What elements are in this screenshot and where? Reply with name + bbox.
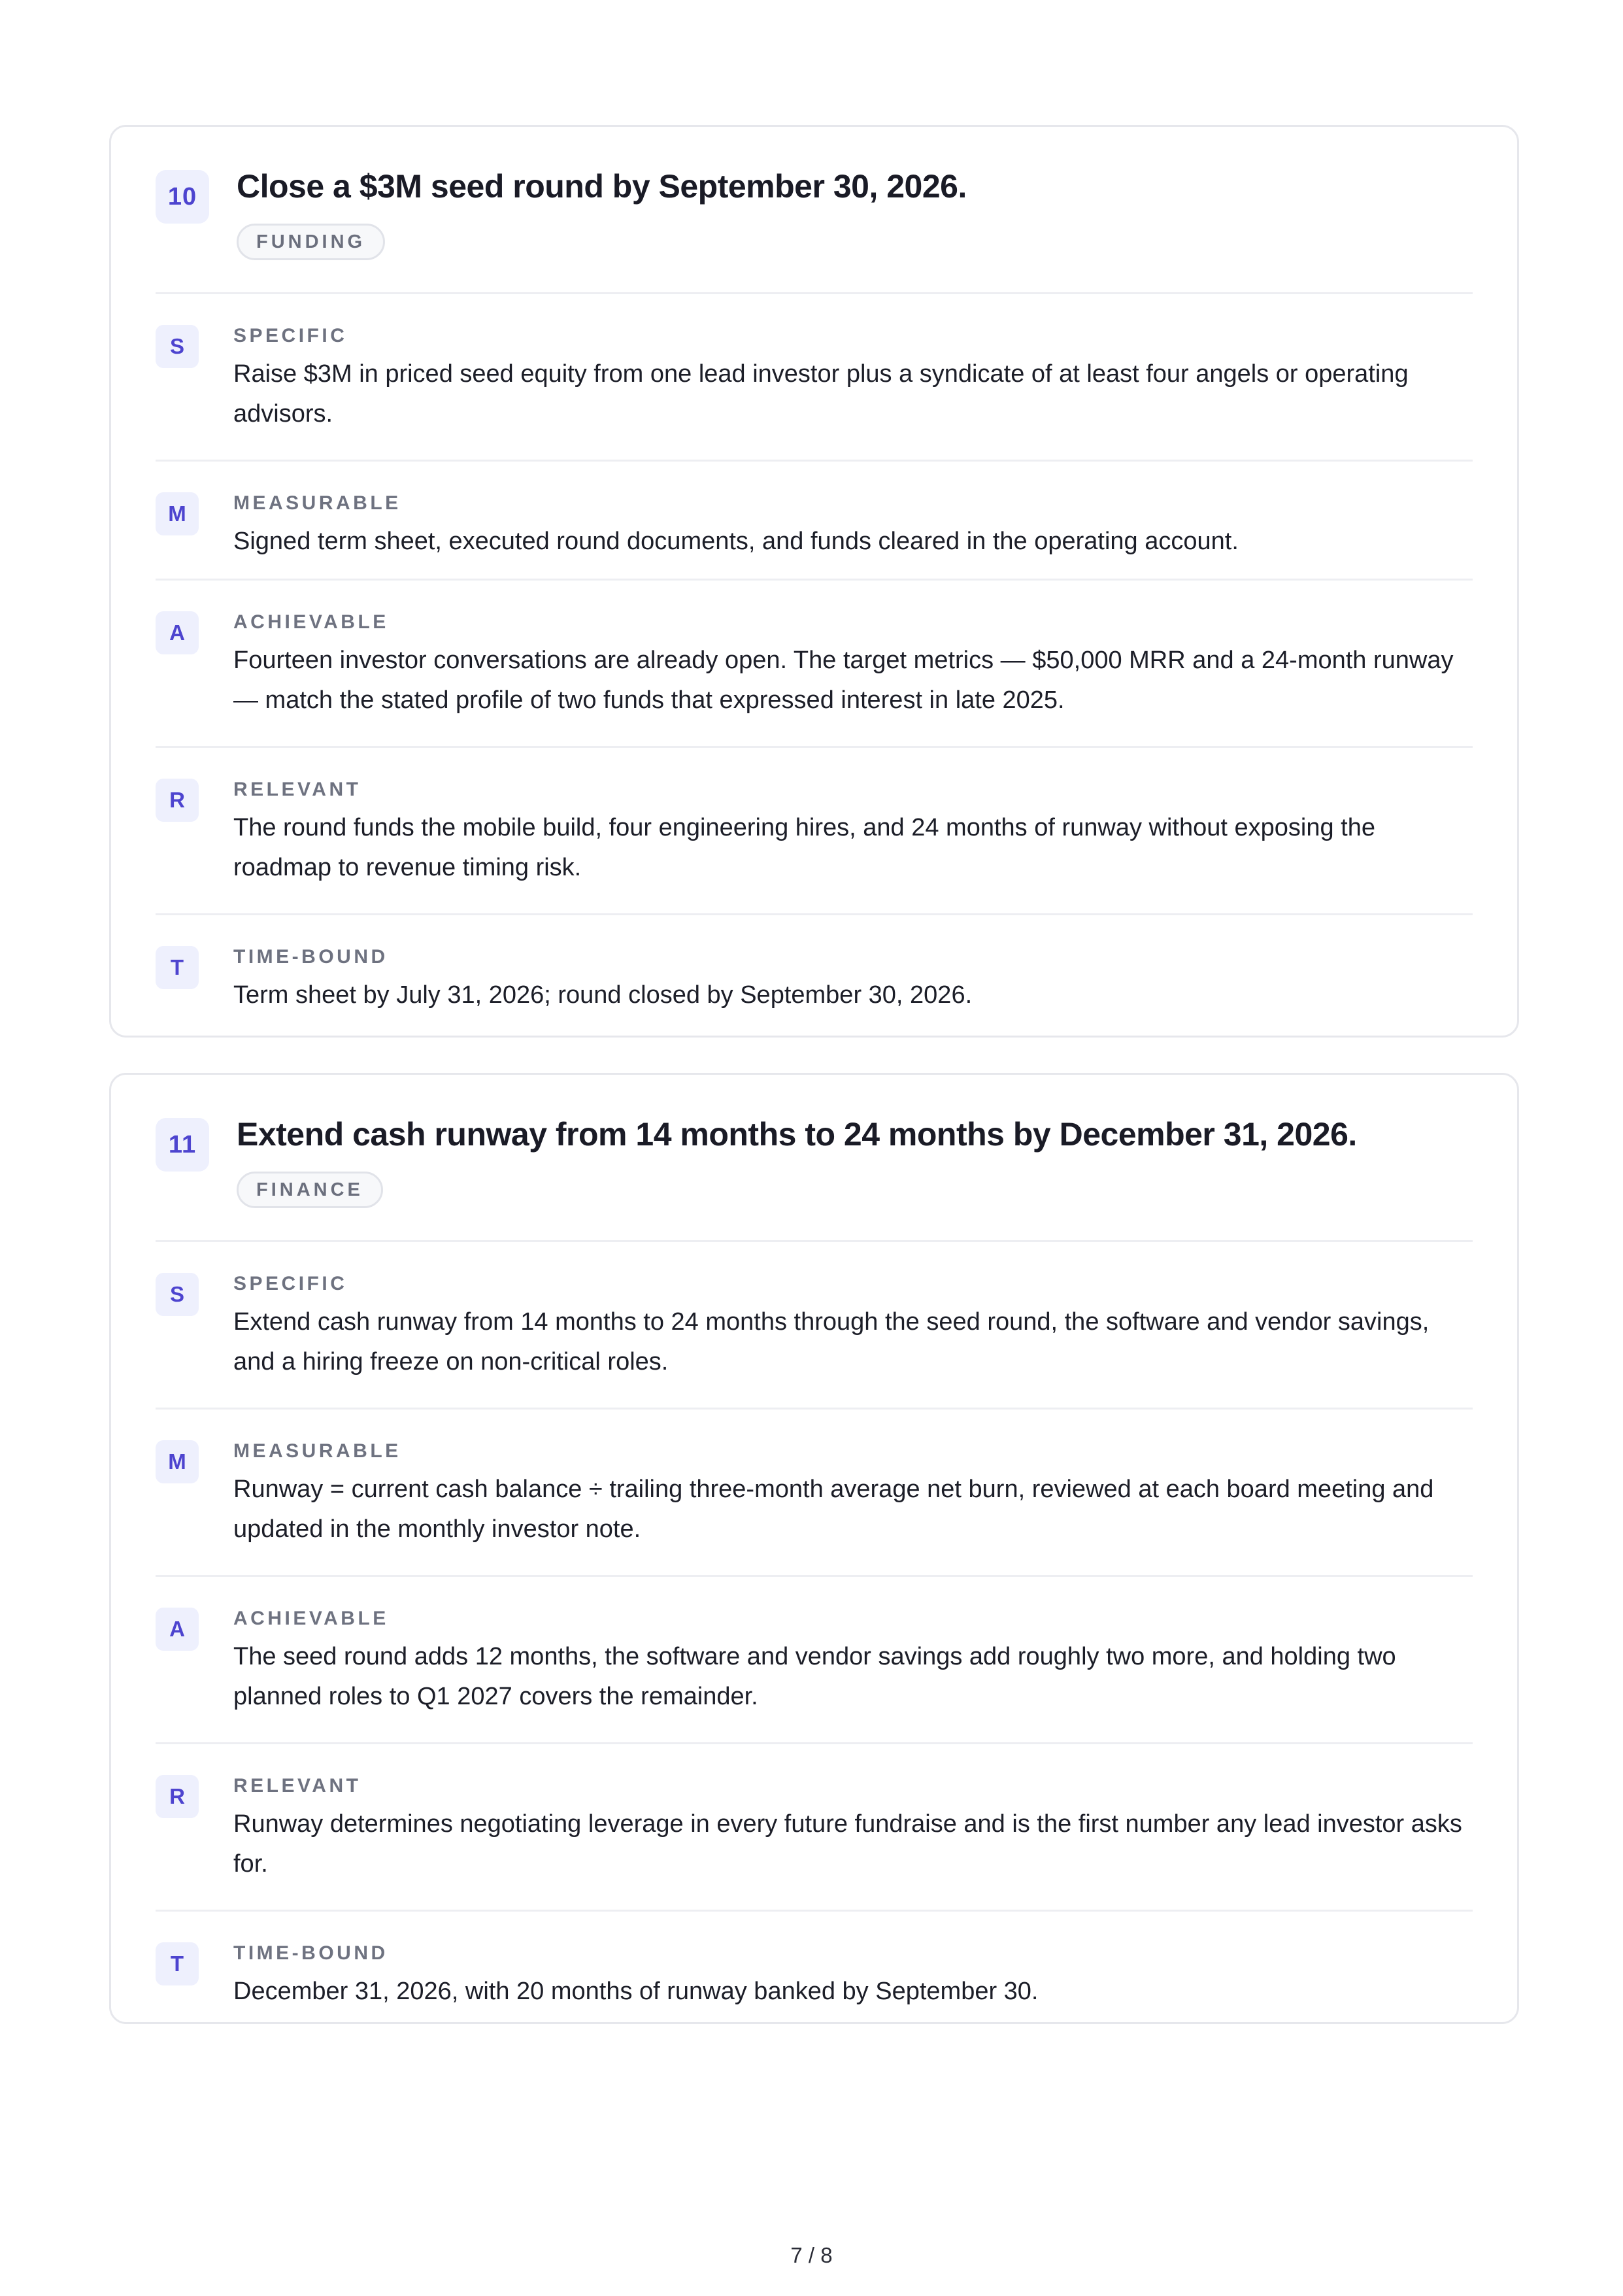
criterion-relevant: [156, 1744, 1473, 1912]
criterion-text: Signed term sheet, executed round documents, and funds cleared in the operating account.: [233, 528, 1239, 555]
category-badge: FUNDING: [237, 224, 385, 260]
goal-title: Extend cash runway from 14 months to 24 months by December 31, 2026.: [237, 1116, 1357, 1153]
criterion-label: SPECIFIC: [233, 1273, 348, 1294]
criterion-letter-badge: R: [156, 779, 199, 822]
goal-number-badge: 11: [156, 1118, 209, 1172]
criterion-label: MEASURABLE: [233, 492, 401, 514]
criterion-text: Term sheet by July 31, 2026; round closed by September 30, 2026.: [233, 981, 973, 1009]
criterion-label: RELEVANT: [233, 1775, 361, 1797]
criterion-label: ACHIEVABLE: [233, 611, 389, 633]
goal-header: [156, 1075, 1473, 1242]
criterion-letter-badge: T: [156, 946, 199, 989]
goal-card: [109, 1073, 1519, 2024]
criterion-measurable: [156, 1410, 1473, 1577]
criterion-letter-badge: S: [156, 325, 199, 368]
goal-title: Close a $3M seed round by September 30, 2026.: [237, 168, 967, 205]
criterion-relevant: [156, 748, 1473, 915]
criterion-letter-badge: S: [156, 1273, 199, 1316]
criterion-text: Runway determines negotiating leverage in every future fundraise and is the first number any lead investor asks for.: [233, 1810, 1462, 1878]
criterion-label: SPECIFIC: [233, 325, 348, 346]
criterion-text: Fourteen investor conversations are already open. The target metrics — $50,000 MRR and a 24-month runway — match the stated profile of two funds that expressed interest in late 2025.: [233, 647, 1454, 714]
criterion-label: TIME-BOUND: [233, 946, 388, 968]
criterion-letter-badge: A: [156, 1608, 199, 1651]
criterion-achievable: [156, 1577, 1473, 1744]
criterion-achievable: [156, 581, 1473, 748]
page-number: 7 / 8: [790, 2243, 833, 2267]
criterion-text: The seed round adds 12 months, the software and vendor savings add roughly two more, and holding two planned roles to Q1 2027 covers the remainder.: [233, 1643, 1396, 1710]
criterion-specific: [156, 294, 1473, 462]
criterion-letter-badge: M: [156, 492, 199, 535]
criterion-text: December 31, 2026, with 20 months of runway banked by September 30.: [233, 1978, 1039, 2005]
category-badge: FINANCE: [237, 1172, 383, 1208]
criterion-time-bound: [156, 915, 1473, 1034]
criterion-letter-badge: A: [156, 611, 199, 654]
criterion-text: The round funds the mobile build, four engineering hires, and 24 months of runway without exposing the roadmap to revenue timing risk.: [233, 814, 1375, 881]
goal-card: [109, 125, 1519, 1038]
goal-number-badge: 10: [156, 170, 209, 224]
criterion-letter-badge: M: [156, 1440, 199, 1483]
criterion-label: TIME-BOUND: [233, 1942, 388, 1964]
criterion-letter-badge: T: [156, 1942, 199, 1985]
criterion-measurable: [156, 462, 1473, 581]
goal-header: [156, 127, 1473, 294]
criterion-text: Runway = current cash balance ÷ trailing three-month average net burn, reviewed at each board meeting and updated in the monthly investor note.: [233, 1476, 1434, 1543]
criterion-text: Extend cash runway from 14 months to 24 months through the seed round, the software and vendor savings, and a hiring freeze on non-critical roles.: [233, 1308, 1430, 1376]
criterion-time-bound: [156, 1912, 1473, 2031]
criterion-label: MEASURABLE: [233, 1440, 401, 1462]
criterion-label: ACHIEVABLE: [233, 1608, 389, 1629]
criterion-text: Raise $3M in priced seed equity from one lead investor plus a syndicate of at least four angels or operating advisors.: [233, 360, 1409, 428]
criterion-label: RELEVANT: [233, 779, 361, 800]
criterion-specific: [156, 1242, 1473, 1410]
criterion-letter-badge: R: [156, 1775, 199, 1818]
